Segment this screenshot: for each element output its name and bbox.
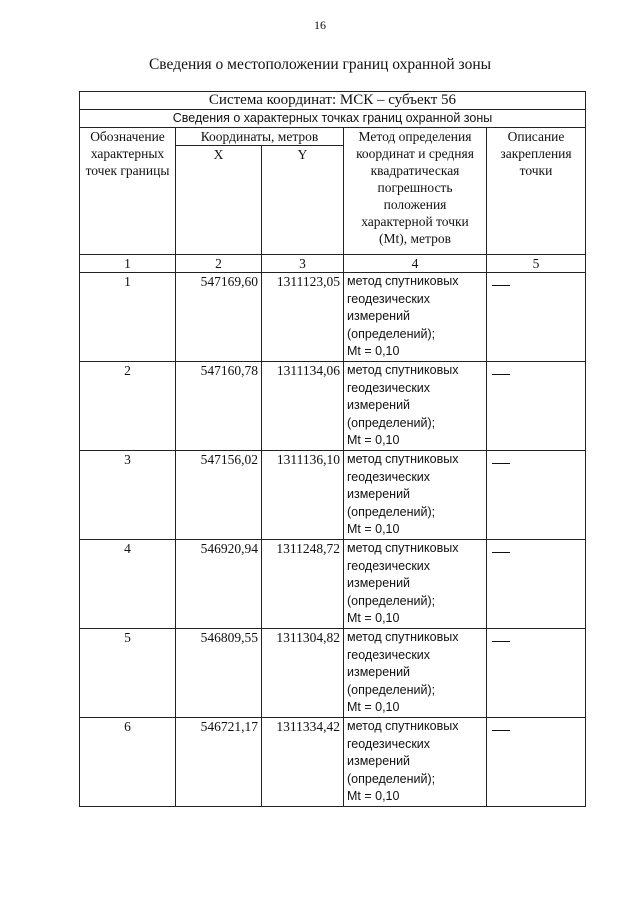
y-coordinate-cell: 1311248,72 [262,540,344,629]
table-row [80,273,586,362]
y-coordinate-cell: 1311134,06 [262,362,344,451]
method-line: Mt = 0,10 [347,344,400,358]
point-number-cell: 6 [80,718,176,807]
method-line: (определений); [347,593,436,608]
header-y: Y [262,146,344,255]
x-coordinate-cell: 547160,78 [176,362,262,451]
y-coordinate-cell: 1311136,10 [262,451,344,540]
method-line: Mt = 0,10 [347,611,400,625]
method-line: геодезических [347,647,431,662]
column-number: 3 [262,255,344,273]
method-line: измерений [347,398,411,412]
table-row [80,629,586,718]
method-cell [344,718,487,807]
description-dash [492,552,510,553]
method-line: геодезических [347,380,431,395]
y-coordinate-cell: 1311334,42 [262,718,344,807]
description-dash [492,285,510,286]
document-title: Сведения о местоположении границ охранной зоны [148,56,492,73]
method-cell [344,629,487,718]
header-method: Метод определения координат и средняя квадратическая погрешность положения характерной точки (Mt), метров [344,128,487,255]
x-coordinate-cell: 546721,17 [176,718,262,807]
description-cell [487,718,586,807]
method-cell [344,273,487,362]
table-row [80,540,586,629]
description-cell [487,451,586,540]
table-body [80,273,586,807]
x-coordinate-cell: 546809,55 [176,629,262,718]
method-line: измерений [347,665,411,679]
header-x: X [176,146,262,255]
method-line: измерений [347,576,411,590]
coordinates-table [79,91,586,807]
point-number-cell: 2 [80,362,176,451]
description-cell [487,540,586,629]
method-line: геодезических [347,469,431,484]
method-line: (определений); [347,326,436,341]
method-line: Mt = 0,10 [347,433,400,447]
method-cell [344,362,487,451]
column-number: 5 [487,255,586,273]
method-cell [344,540,487,629]
point-number-cell: 5 [80,629,176,718]
column-number: 2 [176,255,262,273]
point-number-cell: 1 [80,273,176,362]
method-line: геодезических [347,736,431,751]
method-line: (определений); [347,682,436,697]
page-number: 16 [314,18,326,32]
column-number: 4 [344,255,487,273]
header-description: Описание закрепления точки [487,128,586,255]
method-line: метод спутниковых [347,541,459,555]
table-subtitle: Сведения о характерных точках границ охранной зоны [80,110,586,128]
column-number: 1 [80,255,176,273]
y-coordinate-cell: 1311123,05 [262,273,344,362]
table-row [80,451,586,540]
x-coordinate-cell: 547156,02 [176,451,262,540]
description-dash [492,463,510,464]
description-cell [487,629,586,718]
x-coordinate-cell: 546920,94 [176,540,262,629]
method-line: (определений); [347,504,436,519]
column-number-row [80,255,586,273]
point-number-cell: 4 [80,540,176,629]
method-line: метод спутниковых [347,719,459,733]
description-cell [487,362,586,451]
coordinate-system: Система координат: МСК – субъект 56 [80,92,586,110]
table-row [80,718,586,807]
method-line: Mt = 0,10 [347,700,400,714]
x-coordinate-cell: 547169,60 [176,273,262,362]
method-line: Mt = 0,10 [347,522,400,536]
method-line: Mt = 0,10 [347,789,400,803]
description-dash [492,641,510,642]
header-point-designation: Обозначение характерных точек границы [80,128,176,255]
description-dash [492,730,510,731]
header-coordinates: Координаты, метров [176,128,344,146]
method-line: метод спутниковых [347,363,459,377]
method-line: измерений [347,309,411,323]
method-line: (определений); [347,415,436,430]
method-line: измерений [347,487,411,501]
method-line: геодезических [347,558,431,573]
method-cell [344,451,487,540]
method-line: метод спутниковых [347,452,459,466]
method-line: (определений); [347,771,436,786]
table-row [80,362,586,451]
method-line: геодезических [347,291,431,306]
method-line: измерений [347,754,411,768]
method-line: метод спутниковых [347,630,459,644]
description-cell [487,273,586,362]
point-number-cell: 3 [80,451,176,540]
description-dash [492,374,510,375]
y-coordinate-cell: 1311304,82 [262,629,344,718]
method-line: метод спутниковых [347,274,459,288]
